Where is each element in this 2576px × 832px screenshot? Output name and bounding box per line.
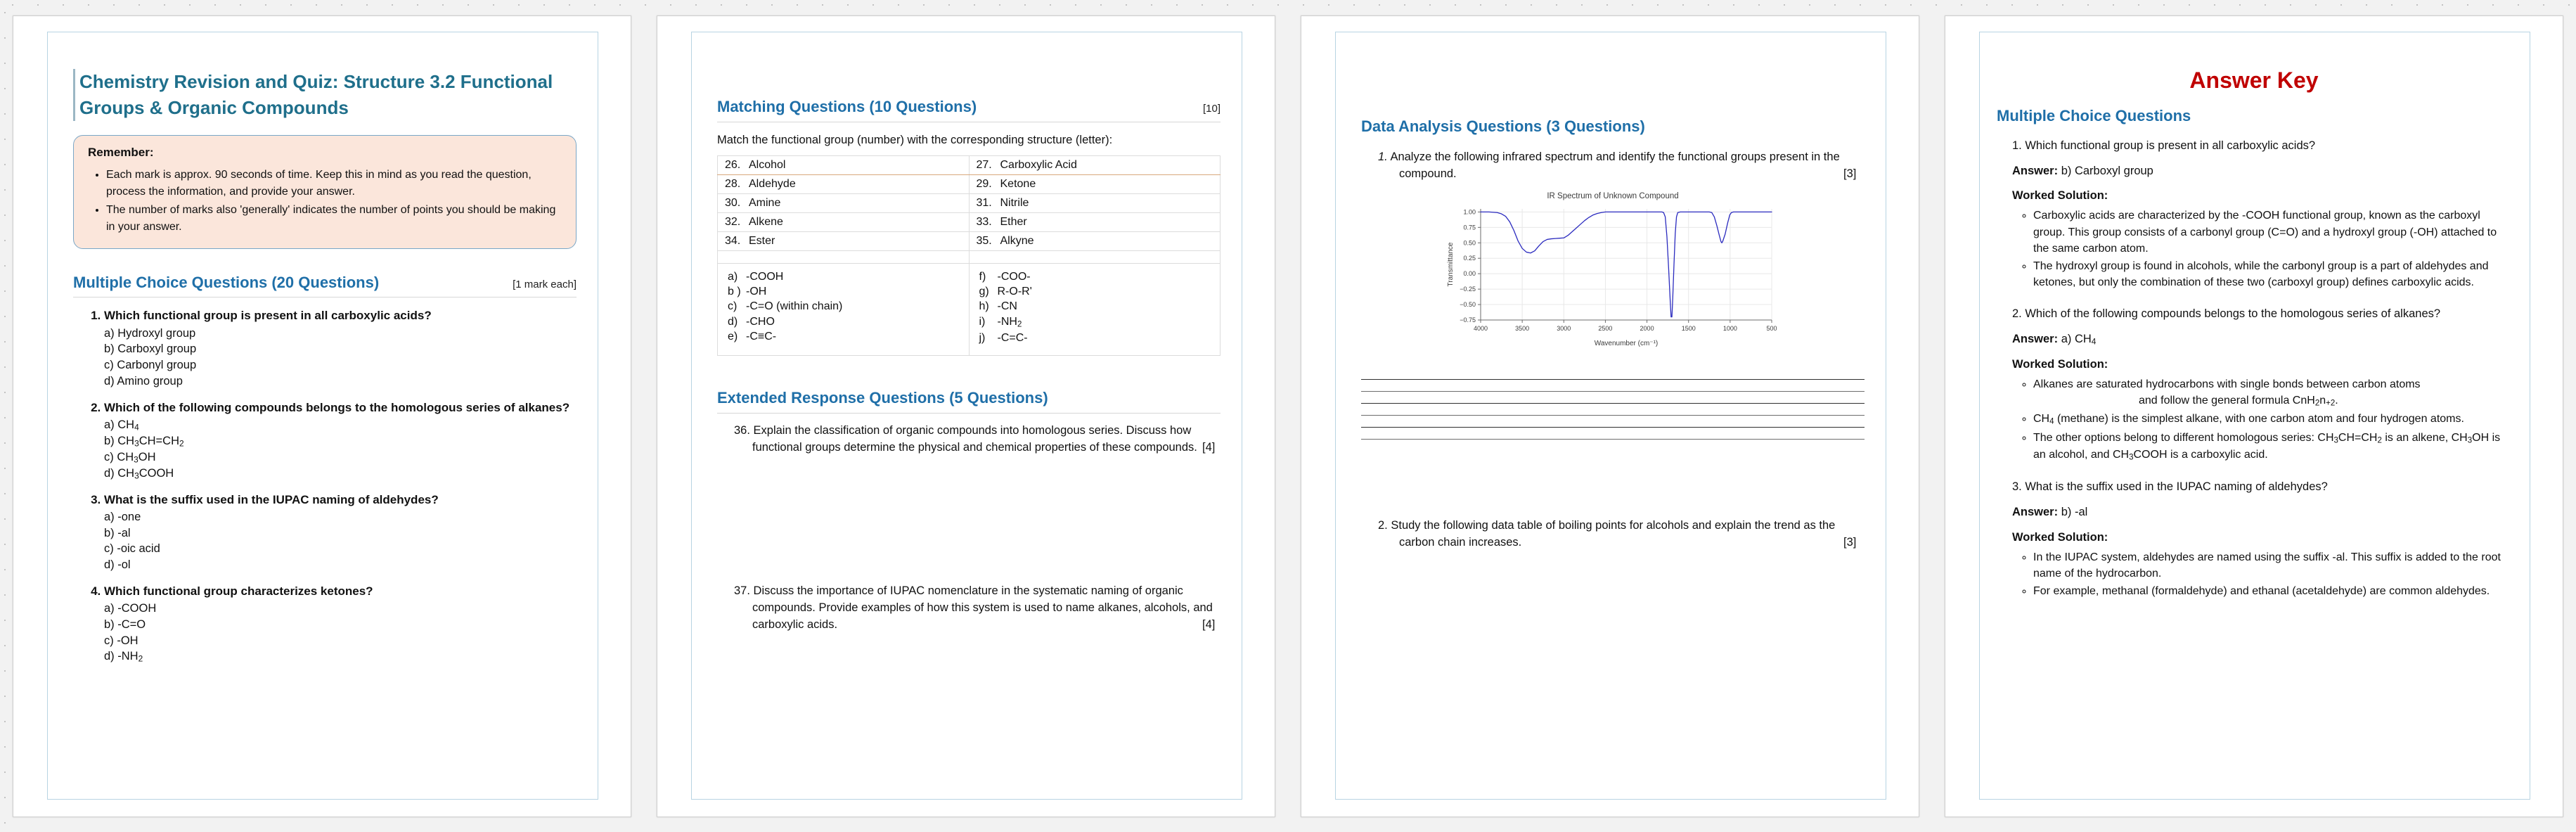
answer-value: a) $CH_4$ <box>2061 333 2097 347</box>
list-item: • Each mark is approx. 90 seconds of time. Keep this in mind as you read the question, process the information, and provide your answer. <box>106 167 562 200</box>
answer-line[interactable] <box>1361 404 1865 416</box>
chart-title: IR Spectrum of Unknown Compound <box>1547 191 1679 200</box>
option[interactable]: a) $CH_4$ <box>104 418 139 433</box>
table-cell[interactable] <box>969 212 1221 231</box>
list-item: ◦ Alkanes are saturated hydrocarbons with single bonds between carbon atomsand follow the general formula $CnH_2n_{+2}$. <box>2033 376 2511 409</box>
option[interactable]: a) Hydroxyl group <box>104 326 196 340</box>
svg-text:0.50: 0.50 <box>1463 239 1476 247</box>
answer-value: b) Carboxyl group <box>2061 164 2153 177</box>
letter-label: c) <box>728 300 738 313</box>
question-number: 1. <box>2012 139 2022 152</box>
question-number: 2. <box>1378 518 1388 532</box>
option-group <box>104 601 577 665</box>
letter-value: $-NH_2$ <box>997 315 1022 329</box>
question-item <box>104 492 577 573</box>
page-slot-1 <box>0 0 644 832</box>
mcq-question-list <box>73 307 577 665</box>
svg-text:4000: 4000 <box>1473 324 1488 332</box>
option[interactable]: b) $CH_3CH=CH_2$ <box>104 434 184 449</box>
matching-table <box>717 155 1221 357</box>
extended-heading-row <box>717 388 1221 414</box>
svg-text:Wavenumber (cm⁻¹): Wavenumber (cm⁻¹) <box>1594 339 1659 347</box>
item-number: 32. <box>725 215 741 228</box>
item-label: Amine <box>749 196 781 209</box>
answer-key-list <box>1997 138 2511 600</box>
question-number: 2. <box>2012 307 2022 321</box>
letter-value: -OH <box>746 286 767 298</box>
answer-lines-block[interactable] <box>1361 368 1865 440</box>
question-item <box>104 307 577 389</box>
worked-solution-label: Worked Solution: <box>2012 189 2108 203</box>
list-item: ◦ The hydroxyl group is found in alcohols, while the carbonyl group is a part of aldehydes and ketones, but only the combination of these two (carboxyl group) defines carboxylic acids. <box>2033 258 2511 290</box>
answer-line[interactable] <box>1361 428 1865 440</box>
callout-bullet-list <box>88 167 562 236</box>
letter-label: j) <box>979 331 986 344</box>
question-number: 1. <box>1378 150 1388 163</box>
letter-option[interactable] <box>728 269 965 284</box>
item-number: 28. <box>725 177 741 190</box>
letter-value: -COOH <box>746 270 784 283</box>
list-item: ◦ $CH_4$ (methane) is the simplest alkane, with one carbon atom and four hydrogen atoms. <box>2033 411 2511 428</box>
list-item: ◦ Carboxylic acids are characterized by the -COOH functional group, known as the carboxyl group. This group consists of a carbonyl group (C=O) and a hydroxyl group (-OH) attached to the same carbon atom. <box>2033 207 2511 257</box>
svg-text:Transmittance: Transmittance <box>1447 242 1455 287</box>
svg-text:−0.75: −0.75 <box>1460 316 1476 324</box>
page-3-text-frame <box>1335 32 1886 800</box>
letter-value: -CN <box>997 300 1017 313</box>
option[interactable]: b) -al <box>104 526 131 539</box>
option[interactable]: c) -OH <box>104 634 139 647</box>
letter-option[interactable] <box>728 329 965 344</box>
document-page-3[interactable] <box>1301 15 1919 817</box>
ir-spectrum-svg <box>1444 202 1782 350</box>
item-number: 29. <box>976 177 992 190</box>
svg-text:1.00: 1.00 <box>1463 208 1476 216</box>
document-page-1[interactable] <box>13 15 631 817</box>
item-label: Ketone <box>1000 177 1036 190</box>
letter-option[interactable] <box>979 284 1216 299</box>
item-label: Nitrile <box>1000 196 1029 209</box>
table-row-spacer <box>718 250 1221 263</box>
worked-solution-bullets <box>2012 207 2511 290</box>
item-number: 35. <box>976 234 992 247</box>
answer-space[interactable] <box>734 463 1221 575</box>
option[interactable]: a) -COOH <box>104 601 157 615</box>
list-item: • The number of marks also 'generally' indicates the number of points you should be making in your answer. <box>106 202 562 236</box>
option[interactable]: b) -C=O <box>104 617 146 631</box>
matching-heading: Matching Questions (10 Questions) <box>717 98 977 115</box>
table-row <box>718 193 1221 212</box>
worked-solution-bullets <box>2012 376 2511 463</box>
question-text: Study the following data table of boiling points for alcohols and explain the trend as the carbon chain increases. <box>1391 518 1836 549</box>
svg-text:1000: 1000 <box>1722 324 1737 332</box>
option-group <box>104 417 577 482</box>
table-row <box>718 212 1221 231</box>
answer-key-item <box>2012 479 2511 599</box>
data-analysis-heading: Data Analysis Questions (3 Questions) <box>1361 117 1645 135</box>
letter-label: e) <box>728 331 738 343</box>
answer-value: b) -al <box>2061 506 2088 519</box>
page-slot-4 <box>1932 0 2576 832</box>
svg-text:0.25: 0.25 <box>1463 254 1476 262</box>
letter-value: -C≡C- <box>746 331 777 343</box>
mcq-marks-label: [1 mark each] <box>513 278 577 290</box>
svg-text:3500: 3500 <box>1515 324 1530 332</box>
mcq-heading: Multiple Choice Questions (20 Questions) <box>73 273 380 291</box>
data-analysis-heading-row <box>1361 117 1865 137</box>
document-page-4[interactable] <box>1945 15 2563 817</box>
letter-value: R-O-R' <box>997 286 1032 298</box>
question-item <box>104 399 577 482</box>
data-analysis-question-list-2 <box>1361 517 1865 551</box>
option[interactable]: d) Amino group <box>104 374 183 388</box>
page-slot-2 <box>644 0 1288 832</box>
page-2-text-frame <box>691 32 1242 800</box>
item-label: Ether <box>1000 215 1027 228</box>
item-number: 33. <box>976 215 992 228</box>
answer-line[interactable] <box>1361 416 1865 428</box>
answer-key-title: Answer Key <box>2189 68 2319 93</box>
item-number: 31. <box>976 196 992 209</box>
svg-text:3000: 3000 <box>1557 324 1571 332</box>
item-label: Alkyne <box>1000 234 1034 247</box>
table-cell[interactable] <box>718 155 970 174</box>
question-item: 37. Discuss the importance of IUPAC nomenclature in the systematic naming of organic compounds. Provide examples of how this system is used to name alkanes, alcohols, and carboxylic acids. [4] <box>734 584 1216 632</box>
question-text: Analyze the following infrared spectrum and identify the functional groups present in the compound. <box>1390 150 1840 180</box>
letter-label: d) <box>728 315 738 328</box>
answer-label: Answer: <box>2012 333 2059 346</box>
table-row-letters <box>718 263 1221 356</box>
question-text: Which of the following compounds belongs to the homologous series of alkanes? <box>104 400 570 414</box>
letter-label: b ) <box>728 286 741 298</box>
answer-key-mcq-heading: Multiple Choice Questions <box>1997 107 2191 124</box>
left-letter-options <box>718 263 970 356</box>
letter-option[interactable] <box>728 284 965 299</box>
letter-option[interactable] <box>728 314 965 329</box>
right-letter-options <box>969 263 1221 356</box>
mcq-heading-row <box>73 273 577 298</box>
letter-option[interactable] <box>728 299 965 314</box>
question-text: Discuss the importance of IUPAC nomenclature in the systematic naming of organic compounds. Provide examples of how this system is used to name alkanes, alcohols, and carboxylic acids. <box>752 584 1213 632</box>
letter-label: f) <box>979 270 986 283</box>
item-label: Alcohol <box>749 158 786 171</box>
option[interactable]: b) Carboxyl group <box>104 343 197 356</box>
option[interactable]: d) $-NH_2$ <box>104 650 143 664</box>
question-number: 37. <box>734 584 750 598</box>
extended-question-list <box>717 422 1221 633</box>
question-text: Which functional group characterizes ketones? <box>104 584 373 598</box>
page-4-text-frame <box>1979 32 2530 800</box>
chart-plot-area <box>1444 202 1782 350</box>
question-text: What is the suffix used in the IUPAC naming of aldehydes? <box>104 492 439 506</box>
answer-line-text <box>2012 163 2511 180</box>
table-cell[interactable] <box>718 231 970 250</box>
question-item: 2. Study the following data table of boiling points for alcohols and explain the trend as the carbon chain increases. [3] <box>1378 518 1857 549</box>
option[interactable]: a) -one <box>104 510 141 523</box>
letter-value: -CHO <box>746 315 775 328</box>
answer-key-mcq-heading-row <box>1997 106 2511 127</box>
data-analysis-question-list <box>1361 148 1865 182</box>
question-text: Which functional group is present in all carboxylic acids? <box>104 309 432 323</box>
list-item: ◦ For example, methanal (formaldehyde) and ethanal (acetaldehyde) are common aldehydes. <box>2033 583 2511 599</box>
answer-label: Answer: <box>2012 164 2059 177</box>
item-number: 26. <box>725 158 741 171</box>
svg-text:0.00: 0.00 <box>1463 269 1476 277</box>
item-label: Aldehyde <box>749 177 796 190</box>
table-cell[interactable] <box>969 231 1221 250</box>
document-page-2[interactable] <box>657 15 1275 817</box>
svg-text:2500: 2500 <box>1598 324 1613 332</box>
svg-text:0.75: 0.75 <box>1463 224 1476 231</box>
list-item: ◦ In the IUPAC system, aldehydes are named using the suffix -al. This suffix is added to the root name of the hydrocarbon. <box>2033 549 2511 582</box>
question-item: 36. Explain the classification of organic compounds into homologous series. Discuss how functional groups determine the physical and chemical properties of these compounds. [4] <box>734 423 1216 454</box>
worked-solution-bullets <box>2012 549 2511 600</box>
answer-line[interactable] <box>1361 392 1865 404</box>
table-cell <box>969 250 1221 263</box>
table-row <box>718 174 1221 193</box>
svg-text:2000: 2000 <box>1640 324 1654 332</box>
table-cell <box>718 250 970 263</box>
question-item: 1. Analyze the following infrared spectrum and identify the functional groups present in the compound. [3] <box>1378 150 1857 180</box>
answer-line-text <box>2012 331 2511 348</box>
table-cell[interactable] <box>969 155 1221 174</box>
answer-line-text <box>2012 504 2511 521</box>
letter-label: h) <box>979 300 989 313</box>
table-cell[interactable] <box>969 174 1221 193</box>
question-text: Which of the following compounds belongs to the homologous series of alkanes? <box>2025 307 2441 321</box>
option[interactable]: c) -oic acid <box>104 542 160 556</box>
item-number: 34. <box>725 234 741 247</box>
question-item <box>104 583 577 665</box>
letter-value: -COO- <box>997 270 1031 283</box>
option[interactable]: c) $CH_3OH$ <box>104 450 156 465</box>
option-group <box>104 326 577 390</box>
remember-callout <box>73 135 577 249</box>
letter-value: -C=O (within chain) <box>746 300 843 313</box>
answer-line[interactable] <box>1361 380 1865 392</box>
letter-label: i) <box>979 315 986 328</box>
svg-text:500: 500 <box>1766 324 1777 332</box>
worked-solution-label: Worked Solution: <box>2012 358 2108 371</box>
svg-text:−0.50: −0.50 <box>1460 300 1476 308</box>
page-1-text-frame <box>47 32 598 800</box>
item-label: Ester <box>749 234 775 247</box>
letter-option[interactable] <box>979 299 1216 314</box>
letter-value: -C=C- <box>997 331 1028 344</box>
table-row <box>718 231 1221 250</box>
svg-text:−0.25: −0.25 <box>1460 285 1476 293</box>
item-number: 27. <box>976 158 992 171</box>
svg-text:1500: 1500 <box>1681 324 1696 332</box>
option[interactable]: c) Carbonyl group <box>104 359 197 372</box>
answer-label: Answer: <box>2012 506 2059 519</box>
table-cell[interactable] <box>718 174 970 193</box>
page-slot-3 <box>1288 0 1932 832</box>
item-label: Alkene <box>749 215 783 228</box>
table-cell[interactable] <box>718 212 970 231</box>
table-row <box>718 155 1221 174</box>
question-text: What is the suffix used in the IUPAC naming of aldehydes? <box>2025 480 2328 494</box>
question-number: 3. <box>2012 480 2022 494</box>
letter-label: a) <box>728 270 738 283</box>
ir-spectrum-figure <box>1444 192 1782 350</box>
matching-instructions: Match the functional group (number) with the corresponding structure (letter): <box>717 133 1113 146</box>
letter-option[interactable] <box>979 314 1216 331</box>
worked-solution-label: Worked Solution: <box>2012 530 2108 544</box>
letter-option[interactable] <box>979 269 1216 284</box>
option-group <box>104 509 577 573</box>
matching-heading-row <box>717 97 1221 122</box>
table-cell[interactable] <box>718 193 970 212</box>
answer-key-item <box>2012 138 2511 291</box>
letter-option[interactable] <box>979 331 1216 345</box>
question-number: 36. <box>734 423 750 437</box>
letter-label: g) <box>979 286 989 298</box>
list-item: ◦ The other options belong to different homologous series: $CH_3CH=CH_2$ is an alkene, $CH_3OH$ is an alcohol, and $CH_3COOH$ is a carboxylic acid. <box>2033 430 2511 463</box>
page-title: Chemistry Revision and Quiz: Structure 3.2 Functional Groups & Organic Compounds <box>73 69 577 121</box>
option[interactable]: d) $CH_3COOH$ <box>104 466 174 481</box>
item-number: 30. <box>725 196 741 209</box>
callout-title: Remember: <box>88 145 154 159</box>
item-label: Carboxylic Acid <box>1000 158 1077 171</box>
question-text: Explain the classification of organic compounds into homologous series. Discuss how functional groups determine the physical and chemical properties of these compounds. <box>752 423 1197 454</box>
table-cell[interactable] <box>969 193 1221 212</box>
question-text: Which functional group is present in all carboxylic acids? <box>2025 139 2316 152</box>
matching-marks-label: [10] <box>1202 103 1221 115</box>
answer-line[interactable] <box>1361 368 1865 380</box>
answer-key-item <box>2012 306 2511 463</box>
extended-heading: Extended Response Questions (5 Questions) <box>717 389 1048 407</box>
option[interactable]: d) -ol <box>104 558 131 572</box>
